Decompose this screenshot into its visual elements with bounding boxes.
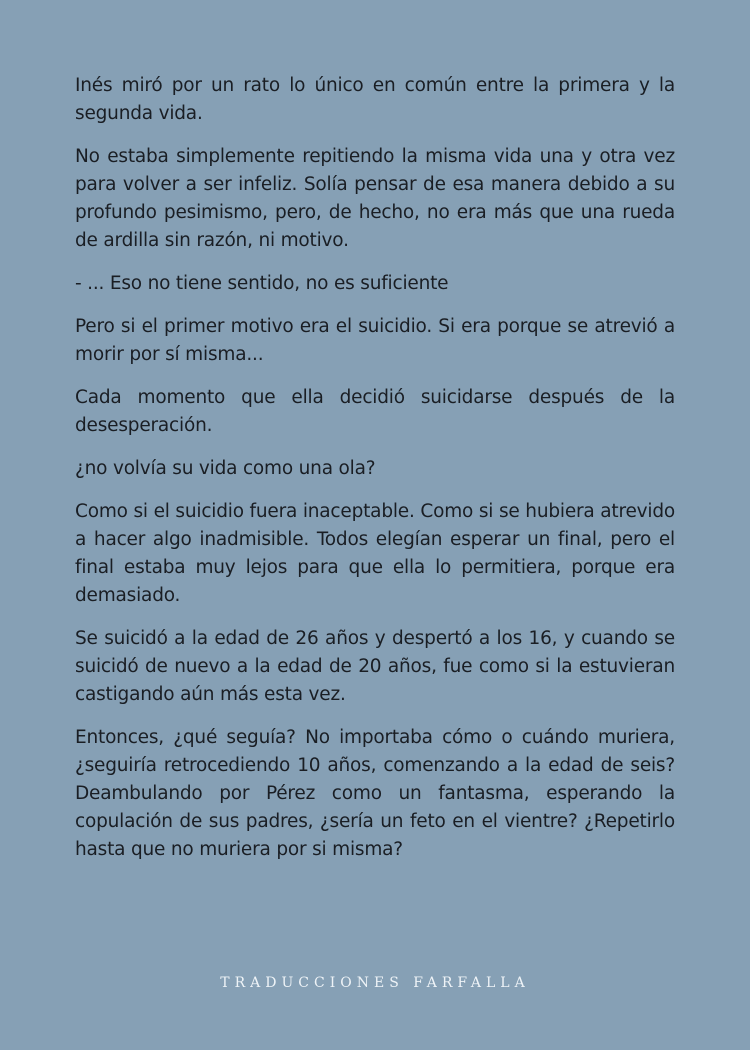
paragraph: No estaba simplemente repitiendo la misma vida una y otra vez para volver a ser infeliz. Solía pensar de esa manera debido a su profundo pesimismo, pero, de hecho, no era más que una rueda de ardilla sin razón, ni motivo. — [75, 146, 675, 251]
paragraph: Pero si el primer motivo era el suicidio. Si era porque se atrevió a morir por sí misma... — [75, 316, 675, 365]
paragraph: Como si el suicidio fuera inaceptable. Como si se hubiera atrevido a hacer algo inadmisible. Todos elegían esperar un final, pero el final estaba muy lejos para que ella lo permitiera, porque era demasiado. — [75, 501, 675, 606]
paragraph: Inés miró por un rato lo único en común entre la primera y la segunda vida. — [75, 75, 675, 124]
document-body — [75, 72, 675, 879]
paragraph: Entonces, ¿qué seguía? No importaba cómo o cuándo muriera, ¿seguiría retrocediendo 10 años, comenzando a la edad de seis? Deambulando por Pérez como un fantasma, esperando la copulación de sus padres, ¿sería un feto en el vientre? ¿Repetirlo hasta que no muriera por si misma? — [75, 727, 675, 860]
paragraph: Cada momento que ella decidió suicidarse después de la desesperación. — [75, 387, 675, 436]
paragraph: Se suicidó a la edad de 26 años y despertó a los 16, y cuando se suicidó de nuevo a la edad de 20 años, fue como si la estuvieran castigando aún más esta vez. — [75, 628, 675, 705]
paragraph: ¿no volvía su vida como una ola? — [75, 458, 376, 479]
publisher-footer: TRADUCCIONES FARFALLA — [220, 975, 530, 991]
paragraph: - ... Eso no tiene sentido, no es suficiente — [75, 273, 449, 294]
